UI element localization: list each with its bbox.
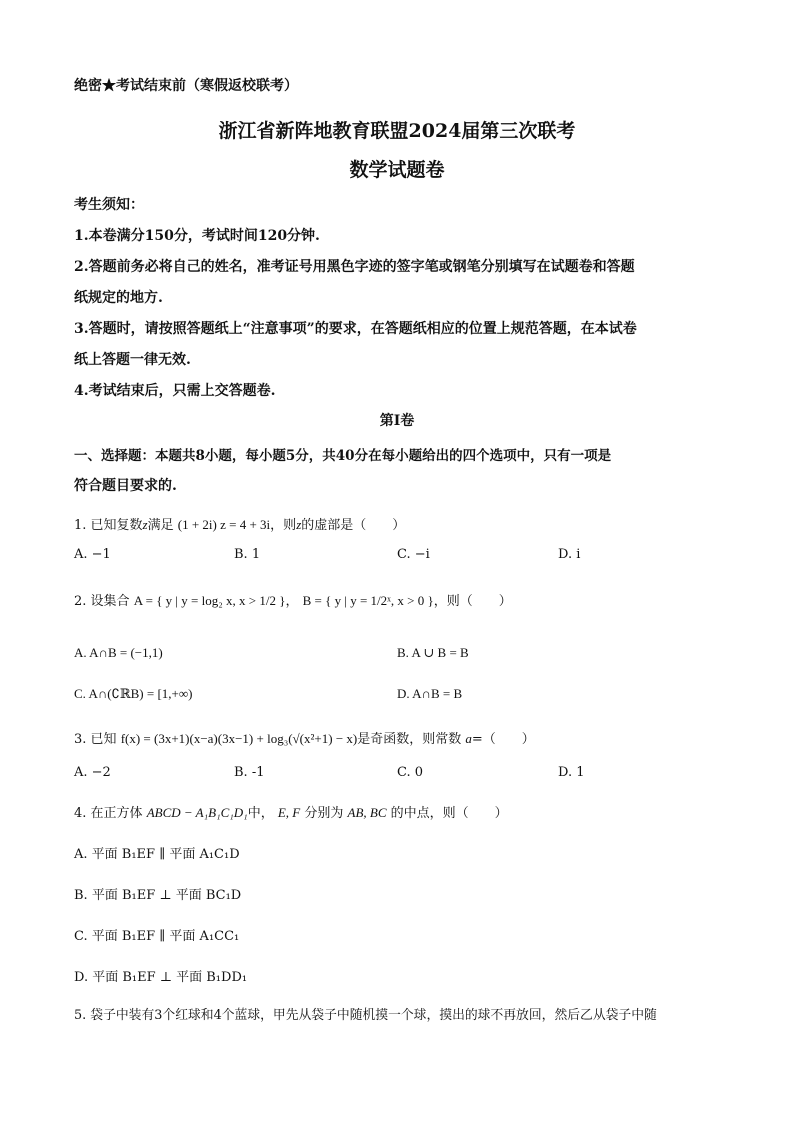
q2-option-a: A. A∩B = (−1,1) bbox=[74, 645, 163, 660]
section-instruction: 一、选择题：本题共8小题，每小题5分，共40分在每小题给出的四个选项中，只有一项是 bbox=[74, 448, 612, 464]
q1-equation: (1 + 2i) z = 4 + 3i bbox=[177, 517, 271, 532]
q2-option-c: C. A∩(∁ℝB) = [1,+∞) bbox=[74, 686, 193, 701]
note-item: 纸上答题一律无效. bbox=[74, 352, 191, 368]
q1-option-c: C. −i bbox=[397, 547, 430, 562]
note-item: 1.本卷满分150分，考试时间120分钟. bbox=[74, 228, 320, 244]
function-expression: f(x) = (3x+1)(x−a)(3x−1) + log₃(√(x²+1) − x) bbox=[120, 731, 358, 746]
exam-subtitle: 数学试题卷 bbox=[349, 159, 445, 181]
question-1: 1. 已知复数z满足 (1 + 2i) z = 4 + 3i，则z的虚部是（ ） bbox=[74, 517, 406, 533]
q1-option-b: B. 1 bbox=[234, 547, 261, 562]
q4-option-c: C. 平面 B₁EF ∥ 平面 A₁CC₁ bbox=[74, 929, 240, 944]
secret-line: 绝密★考试结束前（寒假返校联考） bbox=[74, 78, 298, 94]
section-label: 第I卷 bbox=[379, 413, 415, 429]
note-item: 纸规定的地方. bbox=[74, 290, 163, 306]
q4-option-d: D. 平面 B₁EF ⊥ 平面 B₁DD₁ bbox=[74, 970, 248, 985]
q3-option-a: A. −2 bbox=[74, 765, 111, 780]
q4-option-b: B. 平面 B₁EF ⊥ 平面 BC₁D bbox=[74, 888, 242, 903]
exam-title: 浙江省新阵地教育联盟2024届第三次联考 bbox=[218, 120, 576, 142]
q1-option-a: A. −1 bbox=[74, 547, 111, 562]
notes-heading: 考生须知： bbox=[74, 197, 144, 213]
set-a: A = { y | y = log₂ x, x > 1/2 } bbox=[133, 593, 286, 608]
note-item: 4.考试结束后，只需上交答题卷. bbox=[74, 383, 276, 399]
set-b: B = { y | y = 1/2ˣ, x > 0 } bbox=[302, 593, 434, 608]
q3-option-d: D. 1 bbox=[558, 765, 585, 780]
note-item: 2.答题前务必将自己的姓名，准考证号用黑色字迹的签字笔或钢笔分别填写在试题卷和答题 bbox=[74, 259, 635, 275]
q2-option-b: B. A ∪ B = B bbox=[397, 645, 469, 660]
q3-option-b: B. -1 bbox=[234, 765, 265, 780]
question-3: 3. 已知 f(x) = (3x+1)(x−a)(3x−1) + log₃(√(x²+1) − x)是奇函数，则常数 a=（ ） bbox=[74, 731, 535, 747]
q2-option-d: D. A∩B = B bbox=[397, 686, 463, 701]
q3-option-c: C. 0 bbox=[397, 765, 424, 780]
question-2: 2. 设集合 A = { y | y = log₂ x, x > 1/2 }， B = { y | y = 1/2ˣ, x > 0 }，则（ ） bbox=[74, 593, 512, 609]
q4-option-a: A. 平面 B₁EF ∥ 平面 A₁C₁D bbox=[74, 847, 240, 862]
question-5: 5. 袋子中装有3个红球和4个蓝球，甲先从袋子中随机摸一个球，摸出的球不再放回，然后乙从袋子中随 bbox=[74, 1008, 657, 1023]
q1-option-d: D. i bbox=[558, 547, 581, 562]
question-4: 4. 在正方体 ABCD − A₁B₁C₁D₁中， E, F 分别为 AB, BC 的中点，则（ ） bbox=[74, 805, 508, 821]
section-instruction: 符合题目要求的. bbox=[74, 478, 177, 494]
note-item: 3.答题时，请按照答题纸上“注意事项”的要求，在答题纸相应的位置上规范答题，在本试卷 bbox=[74, 321, 637, 337]
